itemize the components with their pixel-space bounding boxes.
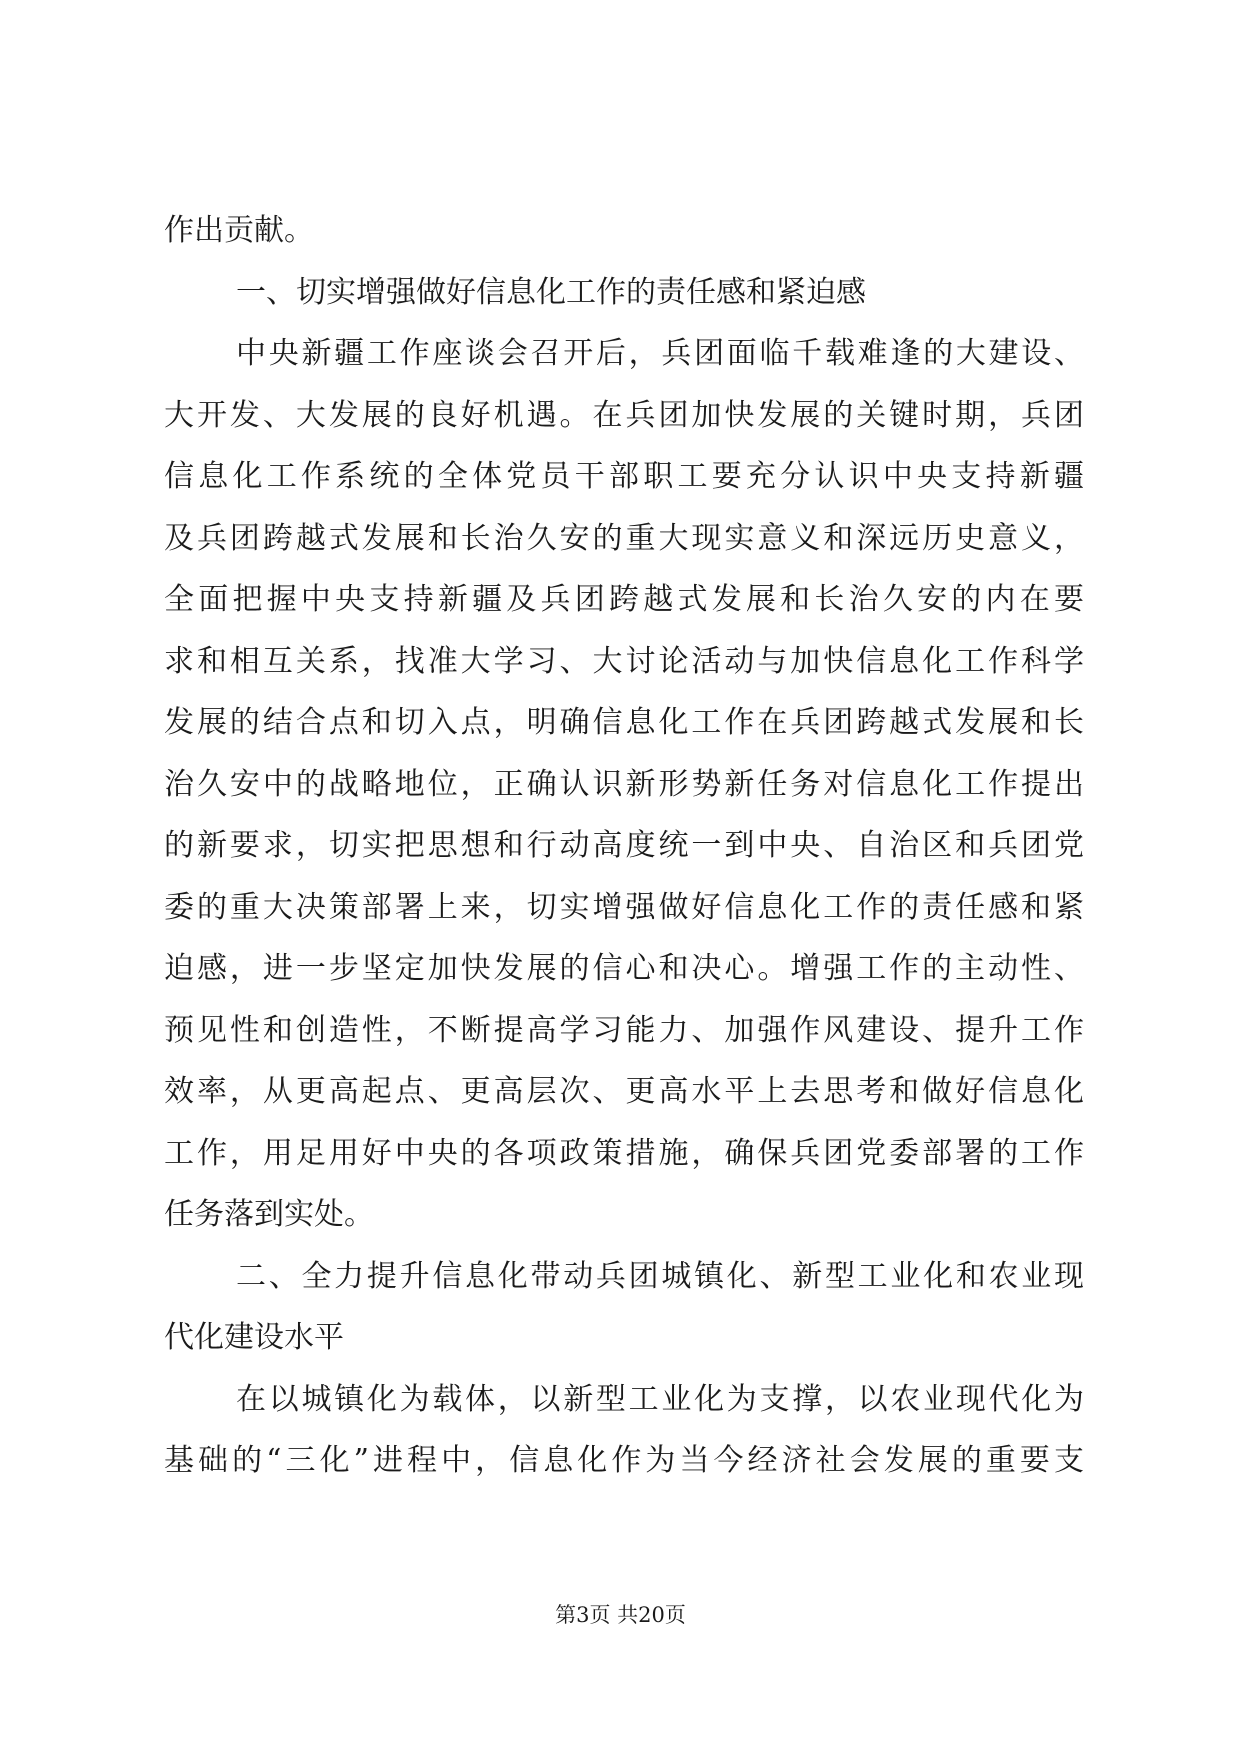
text-line: 中央新疆工作座谈会召开后，兵团面临千载难逢的大建设、	[236, 336, 1084, 371]
text-line: 工作，用足用好中央的各项政策措施，确保兵团党委部署的工作	[164, 1135, 1084, 1171]
text-line: 效率，从更高起点、更高层次、更高水平上去思考和做好信息化	[164, 1074, 1084, 1109]
text-line: 预见性和创造性，不断提高学习能力、加强作风建设、提升工作	[164, 1012, 1084, 1048]
text-line: 一、切实增强做好信息化工作的责任感和紧迫感	[236, 274, 866, 310]
text-line: 信息化工作系统的全体党员干部职工要充分认识中央支持新疆	[164, 459, 1084, 494]
text-line: 二、全力提升信息化带动兵团城镇化、新型工业化和农业现	[236, 1258, 1084, 1294]
text-line: 及兵团跨越式发展和长治久安的重大现实意义和深远历史意义，	[164, 520, 1084, 556]
text-line: 在以城镇化为载体，以新型工业化为支撑，以农业现代化为	[236, 1381, 1084, 1417]
text-line: 任务落到实处。	[164, 1197, 374, 1232]
text-line: 作出贡献。	[164, 213, 314, 248]
text-line: 求和相互关系，找准大学习、大讨论活动与加快信息化工作科学	[164, 643, 1084, 679]
text-line: 委的重大决策部署上来，切实增强做好信息化工作的责任感和紧	[164, 889, 1084, 925]
text-line: 大开发、大发展的良好机遇。在兵团加快发展的关键时期，兵团	[164, 397, 1084, 433]
text-line: 的新要求，切实把思想和行动高度统一到中央、自治区和兵团党	[164, 828, 1084, 863]
page-footer: 第3页 共20页	[555, 1603, 686, 1627]
text-line: 治久安中的战略地位，正确认识新形势新任务对信息化工作提出	[164, 766, 1084, 802]
text-line: 发展的结合点和切入点，明确信息化工作在兵团跨越式发展和长	[164, 705, 1084, 740]
text-line: 迫感，进一步坚定加快发展的信心和决心。增强工作的主动性、	[164, 951, 1084, 986]
text-line: 代化建设水平	[164, 1320, 344, 1355]
document-body	[164, 200, 1084, 1492]
text-line: 基础的“三化”进程中，信息化作为当今经济社会发展的重要支	[164, 1443, 1084, 1478]
text-line: 全面把握中央支持新疆及兵团跨越式发展和长治久安的内在要	[164, 582, 1084, 617]
